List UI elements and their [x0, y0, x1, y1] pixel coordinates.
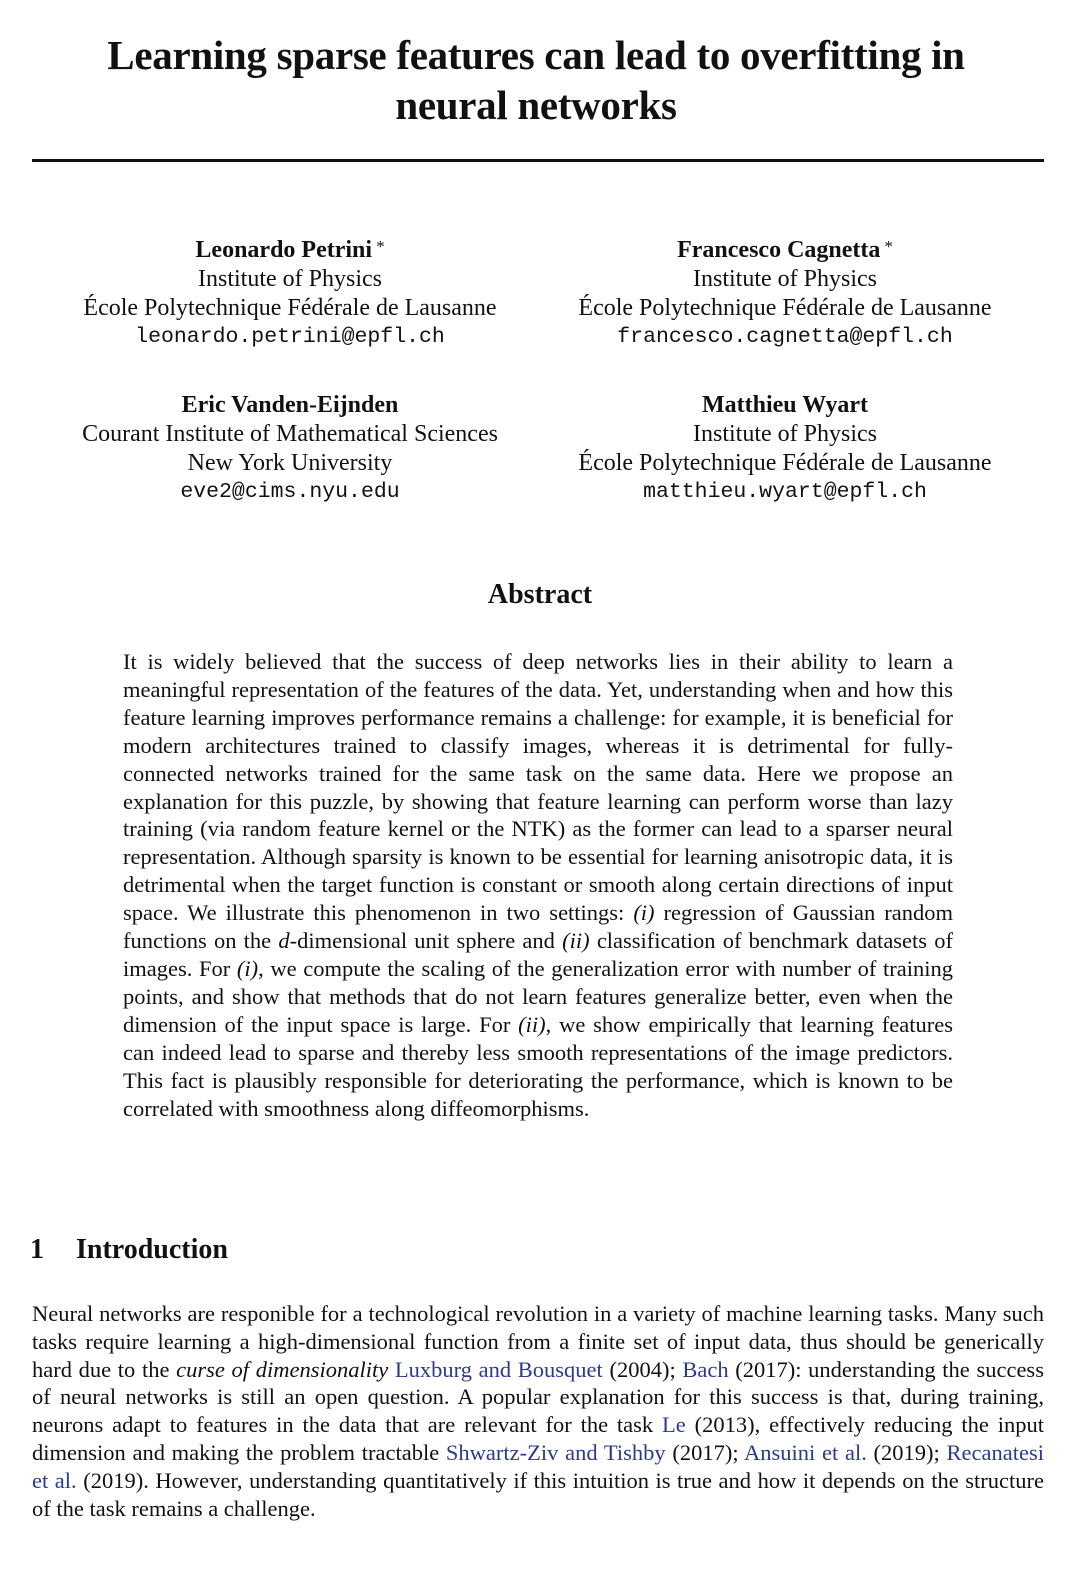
- item-ii-marker: (ii): [562, 928, 590, 954]
- author-block-vanden-eijnden: [40, 391, 540, 507]
- citation-link[interactable]: Shwartz-Ziv and Tishby: [445, 1439, 666, 1465]
- author-affiliation: New York University: [187, 450, 393, 476]
- author-name: Francesco Cagnetta *: [677, 237, 893, 263]
- author-email[interactable]: leonardo.petrini@epfl.ch: [135, 325, 445, 349]
- citation-link[interactable]: Luxburg and Bousquet: [394, 1356, 603, 1382]
- author-affiliation: Courant Institute of Mathematical Sciences: [82, 421, 498, 447]
- section-title: Introduction: [76, 1234, 228, 1265]
- abstract-body: It is widely believed that the success of deep networks lies in their ability to learn a meaningful representation of the features of the data. Yet, understanding when and how this feature learning improves performance remains a challenge: for example, it is beneficial for modern architectures trained to classify images, whereas it is detrimental for fully-connected networks trained for the same task on the same data. Here we propose an explanation for this puzzle, by showing that feature learning can perform worse than lazy training (via random feature kernel or the NTK) as the former can lead to a sparser neural representation. Although sparsity is known to be essential for learning anisotropic data, it is detrimental when the target function is constant or smooth along certain directions of input space. We illustrate this phenomenon in two settings: (i) regression of Gaussian random functions on the d-dimensional unit sphere and (ii) classification of benchmark datasets of images. For (i), we compute the scaling of the generalization error with number of training points, and show that methods that do not learn features generalize better, even when the dimension of the input space is large. For (ii), we show empirically that learning features can indeed lead to sparse and thereby less smooth representations of the image predictors. This fact is plausibly responsible for deteriorating the performance, which is known to be correlated with smoothness along diffeomorphisms.: [123, 649, 953, 1121]
- citation-link[interactable]: Le: [662, 1412, 686, 1438]
- citation-link[interactable]: Recanatesi et al.: [32, 1439, 1044, 1493]
- author-affiliation: Institute of Physics: [693, 421, 877, 447]
- equal-contribution-mark: *: [376, 237, 385, 256]
- author-email[interactable]: eve2@cims.nyu.edu: [180, 480, 400, 504]
- author-block-wyart: [535, 391, 1035, 507]
- item-i-marker: (i): [236, 955, 259, 981]
- paper-title: [30, 30, 1042, 130]
- author-affiliation: École Polytechnique Fédérale de Lausanne: [83, 295, 497, 321]
- author-name: Eric Vanden-Eijnden: [181, 392, 399, 418]
- title-line-1: Learning sparse features can lead to overfitting in: [107, 32, 965, 78]
- citation-link[interactable]: Bach: [682, 1356, 729, 1382]
- author-affiliation: Institute of Physics: [198, 266, 382, 292]
- author-name: Leonardo Petrini *: [195, 237, 385, 263]
- math-d: d: [278, 928, 290, 954]
- abstract-heading: Abstract: [487, 579, 593, 610]
- title-line-2: neural networks: [395, 82, 677, 128]
- citation-link[interactable]: Ansuini et al.: [744, 1439, 867, 1465]
- section-number: 1: [30, 1234, 44, 1265]
- author-email[interactable]: francesco.cagnetta@epfl.ch: [617, 325, 953, 349]
- emphasis-curse-of-dimensionality: curse of dimensionality: [176, 1356, 389, 1382]
- author-email[interactable]: matthieu.wyart@epfl.ch: [643, 480, 927, 504]
- author-affiliation: École Polytechnique Fédérale de Lausanne: [578, 450, 992, 476]
- author-block-cagnetta: [535, 232, 1035, 352]
- introduction-paragraph: Neural networks are responible for a technological revolution in a variety of machine learning tasks. Many such tasks require learning a high-dimensional function from a finite set of input data, thus should be generically hard due to the curse of dimensionality Luxburg and Bousquet (2004); Bach (2017): understanding the success of neural networks is still an open question. A popular explanation for this success is that, during training, neurons adapt to features in the data that are relevant for the task Le (2013), effectively reducing the input dimension and making the problem tractable Shwartz-Ziv and Tishby (2017); Ansuini et al. (2019); Recanatesi et al. (2019). However, understanding quantitatively if this intuition is true and how it depends on the structure of the task remains a challenge.: [32, 1301, 1044, 1521]
- equal-contribution-mark: *: [884, 237, 893, 256]
- author-affiliation: École Polytechnique Fédérale de Lausanne: [578, 295, 992, 321]
- item-i-marker: (i): [633, 900, 655, 926]
- section-heading-introduction: [30, 1234, 228, 1266]
- title-rule: [32, 159, 1044, 162]
- author-block-petrini: [40, 232, 540, 352]
- author-affiliation: Institute of Physics: [693, 266, 877, 292]
- author-name: Matthieu Wyart: [702, 392, 868, 418]
- item-ii-marker: (ii): [518, 1011, 546, 1037]
